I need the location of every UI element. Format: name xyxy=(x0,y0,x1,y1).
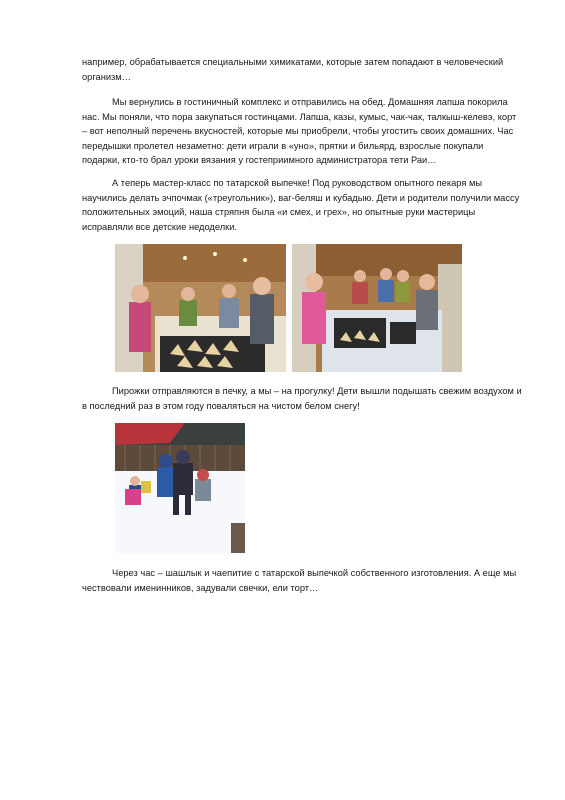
photo-baking-class-right xyxy=(292,244,462,372)
paragraph-shashlik: Через час – шашлык и чаепитие с татарской выпечкой собственного изготовления. А еще мы чествовали именинников, задували свечки, ели торт… xyxy=(82,568,517,593)
paragraph-walk: Пирожки отправляются в печку, а мы – на прогулку! Дети вышли подышать свежим воздухом и в последний раз в этом году поваляться на чистом белом снегу! xyxy=(82,386,522,411)
paragraph-continuation: например, обрабатывается специальными химикатами, которые затем попадают в человеческий организм… xyxy=(82,57,504,82)
photo-snow-play xyxy=(115,423,245,553)
paragraph-lunch: Мы вернулись в гостиничный комплекс и отправились на обед. Домашняя лапша покорила нас. Мы поняли, что пора закупаться гостинцами. Лапша, казы, кумыс, чак-чак, талкыш-келевэ, корт – вот неполный перечень вкусностей, которые мы приобрели, чтобы угостить своих домашних. Час передышки пролетел незаметно: дети играли в «уно», прятки и бильярд, взрослые покупали подарки, кто-то брал уроки вязания у гостеприимного администратора тети Раи… xyxy=(82,97,517,166)
paragraph-master-class: А теперь мастер-класс по татарской выпечке! Под руководством опытного пекаря мы научились делать эчпочмак («треугольник»), ваг-беляш и кубадыю. Дети и родители получили массу положительных эмоций, наша стряпня была «и смех, и грех», но опытные руки мастерицы исправляли все детские недоделки. xyxy=(82,178,520,232)
photo-baking-class-left xyxy=(115,244,286,372)
